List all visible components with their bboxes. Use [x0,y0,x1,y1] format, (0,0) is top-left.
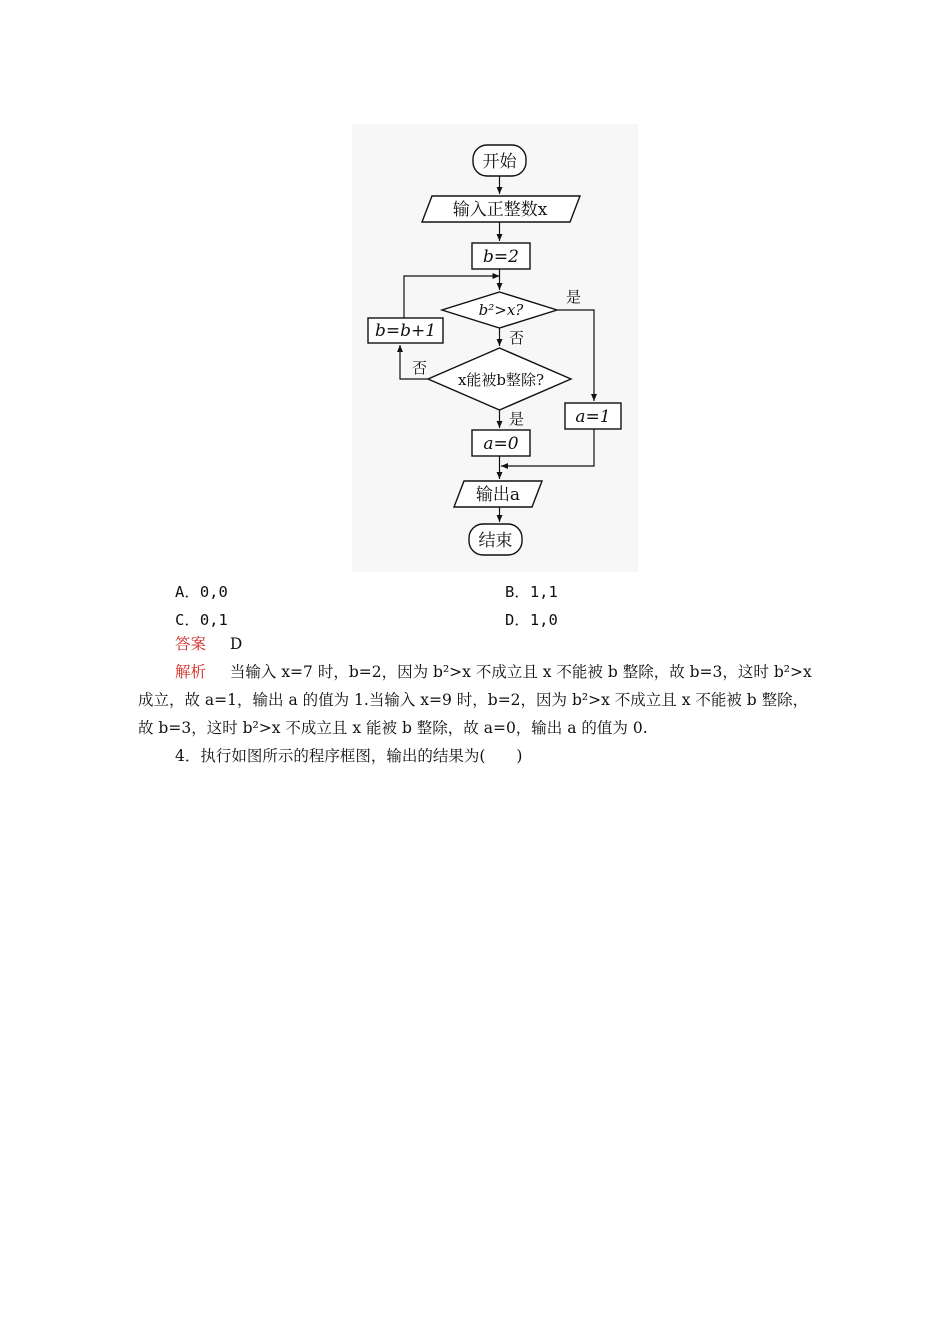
input-label: 输入正整数x [452,200,548,220]
output-label: 输出a [475,485,521,505]
assign-zero-label: a=0 [483,434,519,454]
start-terminal [473,145,526,176]
analysis-label: 解析 [175,663,207,681]
yes2-label: 是 [509,410,525,428]
answer-row [175,630,242,658]
option-a: A．0,0 [175,583,228,601]
assign-zero-box [472,430,530,456]
end-label: 结束 [478,531,513,551]
answer-value: D [229,635,243,653]
option-b: B．1,1 [505,583,558,601]
answer-label: 答案 [175,635,207,653]
no2-label: 否 [412,359,428,377]
analysis-line-2: 成立，故 a=1，输出 a 的值为 1.当输入 x=9 时，b=2，因为 b²>x 不成立且 x 不能被 b 整除， [138,691,809,709]
output-box [454,481,542,507]
assign-one-box [565,403,621,429]
start-label: 开始 [482,152,517,172]
no1-label: 否 [509,329,525,347]
increment-box [368,318,443,343]
decision1-label: b²>x? [478,301,524,319]
decision2-label: x能被b整除? [457,371,545,389]
question-4: 4．执行如图所示的程序框图，输出的结果为( ) [175,747,523,765]
analysis-line-1-row [175,658,812,686]
increment-label: b=b+1 [374,321,437,341]
init-label: b=2 [483,247,519,267]
flowchart [352,124,638,572]
assign-one-label: a=1 [575,407,611,427]
input-box [422,196,580,222]
option-c: C．0,1 [175,611,228,629]
end-terminal [469,524,522,555]
init-box [472,243,530,269]
yes1-label: 是 [566,288,582,306]
analysis-line-3: 故 b=3，这时 b²>x 不成立且 x 能被 b 整除，故 a=0，输出 a 的值为 0. [138,719,648,737]
option-d: D．1,0 [505,611,558,629]
analysis-line-1: 当输入 x=7 时，b=2，因为 b²>x 不成立且 x 不能被 b 整除，故 b=3，这时 b²>x [229,663,812,681]
